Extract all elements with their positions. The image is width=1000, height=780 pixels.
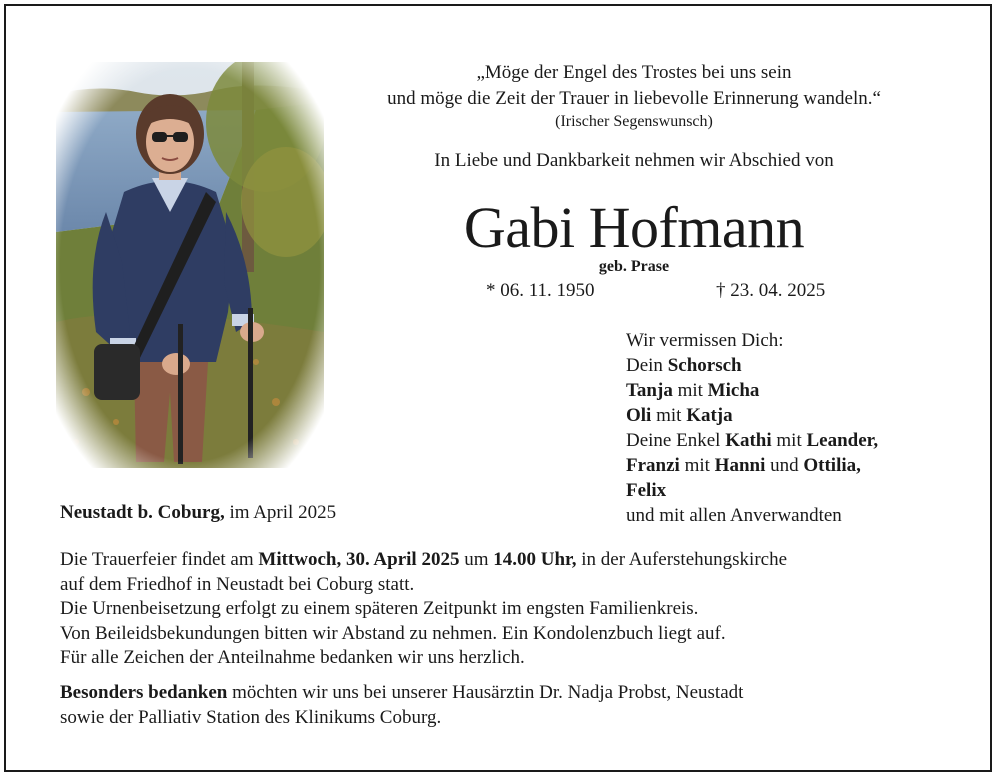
quote-line-1: „Möge der Engel des Trostes bei uns sein [476, 62, 792, 83]
thanks-lead: Besonders bedanken [60, 682, 228, 703]
family-heading: Wir vermissen Dich: [626, 330, 784, 351]
family-line [626, 403, 878, 428]
family-line [626, 453, 878, 478]
thanks-line: sowie der Palliativ Station des Klinikums Coburg. [60, 706, 442, 728]
thanks-section [60, 681, 743, 730]
family-list [626, 328, 878, 528]
family-member: Hanni [714, 455, 766, 476]
death-date: † 23. 04. 2025 [716, 280, 826, 301]
family-text: mit [672, 380, 708, 401]
family-text: Deine Enkel [626, 430, 726, 451]
family-member: Tanja [626, 380, 673, 401]
family-member: Schorsch [667, 355, 742, 376]
family-member: Franzi [626, 455, 680, 476]
details-text: Die Trauerfeier findet am [60, 549, 259, 570]
family-text: und [765, 455, 804, 476]
details-line: Die Urnenbeisetzung erfolgt zu einem späteren Zeitpunkt im engsten Familienkreis. [60, 598, 699, 619]
details-line: Für alle Zeichen der Anteilnahme bedanken wir uns herzlich. [60, 647, 525, 668]
farewell-intro: In Liebe und Dankbarkeit nehmen wir Abschied von [434, 150, 834, 171]
family-text: mit [679, 455, 715, 476]
details-line: Von Beileidsbekundungen bitten wir Abstand zu nehmen. Ein Kondolenzbuch liegt auf. [60, 622, 726, 644]
family-closing: und mit allen Anverwandten [626, 505, 842, 526]
funeral-time: 14.00 Uhr, [493, 549, 577, 570]
family-line [626, 478, 878, 503]
deceased-name: Gabi Hofmann [463, 195, 805, 260]
family-text: Dein [626, 355, 668, 376]
family-member: Kathi [725, 430, 772, 451]
family-member: Leander, [806, 430, 879, 451]
family-member: Felix [626, 480, 667, 501]
funeral-details [60, 548, 787, 671]
thanks-line [60, 681, 743, 706]
place-city: Neustadt b. Coburg, [60, 502, 225, 523]
family-line [626, 378, 878, 403]
birth-name: geb. Prase [598, 258, 670, 275]
family-member: Oli [626, 405, 652, 426]
birth-date: * 06. 11. 1950 [486, 280, 595, 301]
funeral-date: Mittwoch, 30. April 2025 [258, 549, 460, 570]
place-date [60, 502, 336, 524]
details-text: in der Auferstehungskirche [576, 549, 788, 570]
family-member: Ottilia, [803, 455, 861, 476]
family-member: Katja [686, 405, 733, 426]
family-line [626, 353, 878, 378]
portrait-photo [56, 62, 324, 468]
family-member: Micha [707, 380, 760, 401]
family-line [626, 428, 878, 453]
quote-source: (Irischer Segenswunsch) [555, 113, 713, 130]
details-line [60, 548, 787, 573]
quote-line-2: und möge die Zeit der Trauer in liebevolle Erinnerung wandeln.“ [387, 88, 881, 109]
thanks-text: möchten wir uns bei unserer Hausärztin Dr. Nadja Probst, Neustadt [227, 682, 744, 703]
family-text: mit [651, 405, 687, 426]
details-line: auf dem Friedhof in Neustadt bei Coburg statt. [60, 573, 415, 595]
family-text: mit [771, 430, 807, 451]
place-month: im April 2025 [224, 502, 337, 523]
details-text: um [459, 549, 494, 570]
